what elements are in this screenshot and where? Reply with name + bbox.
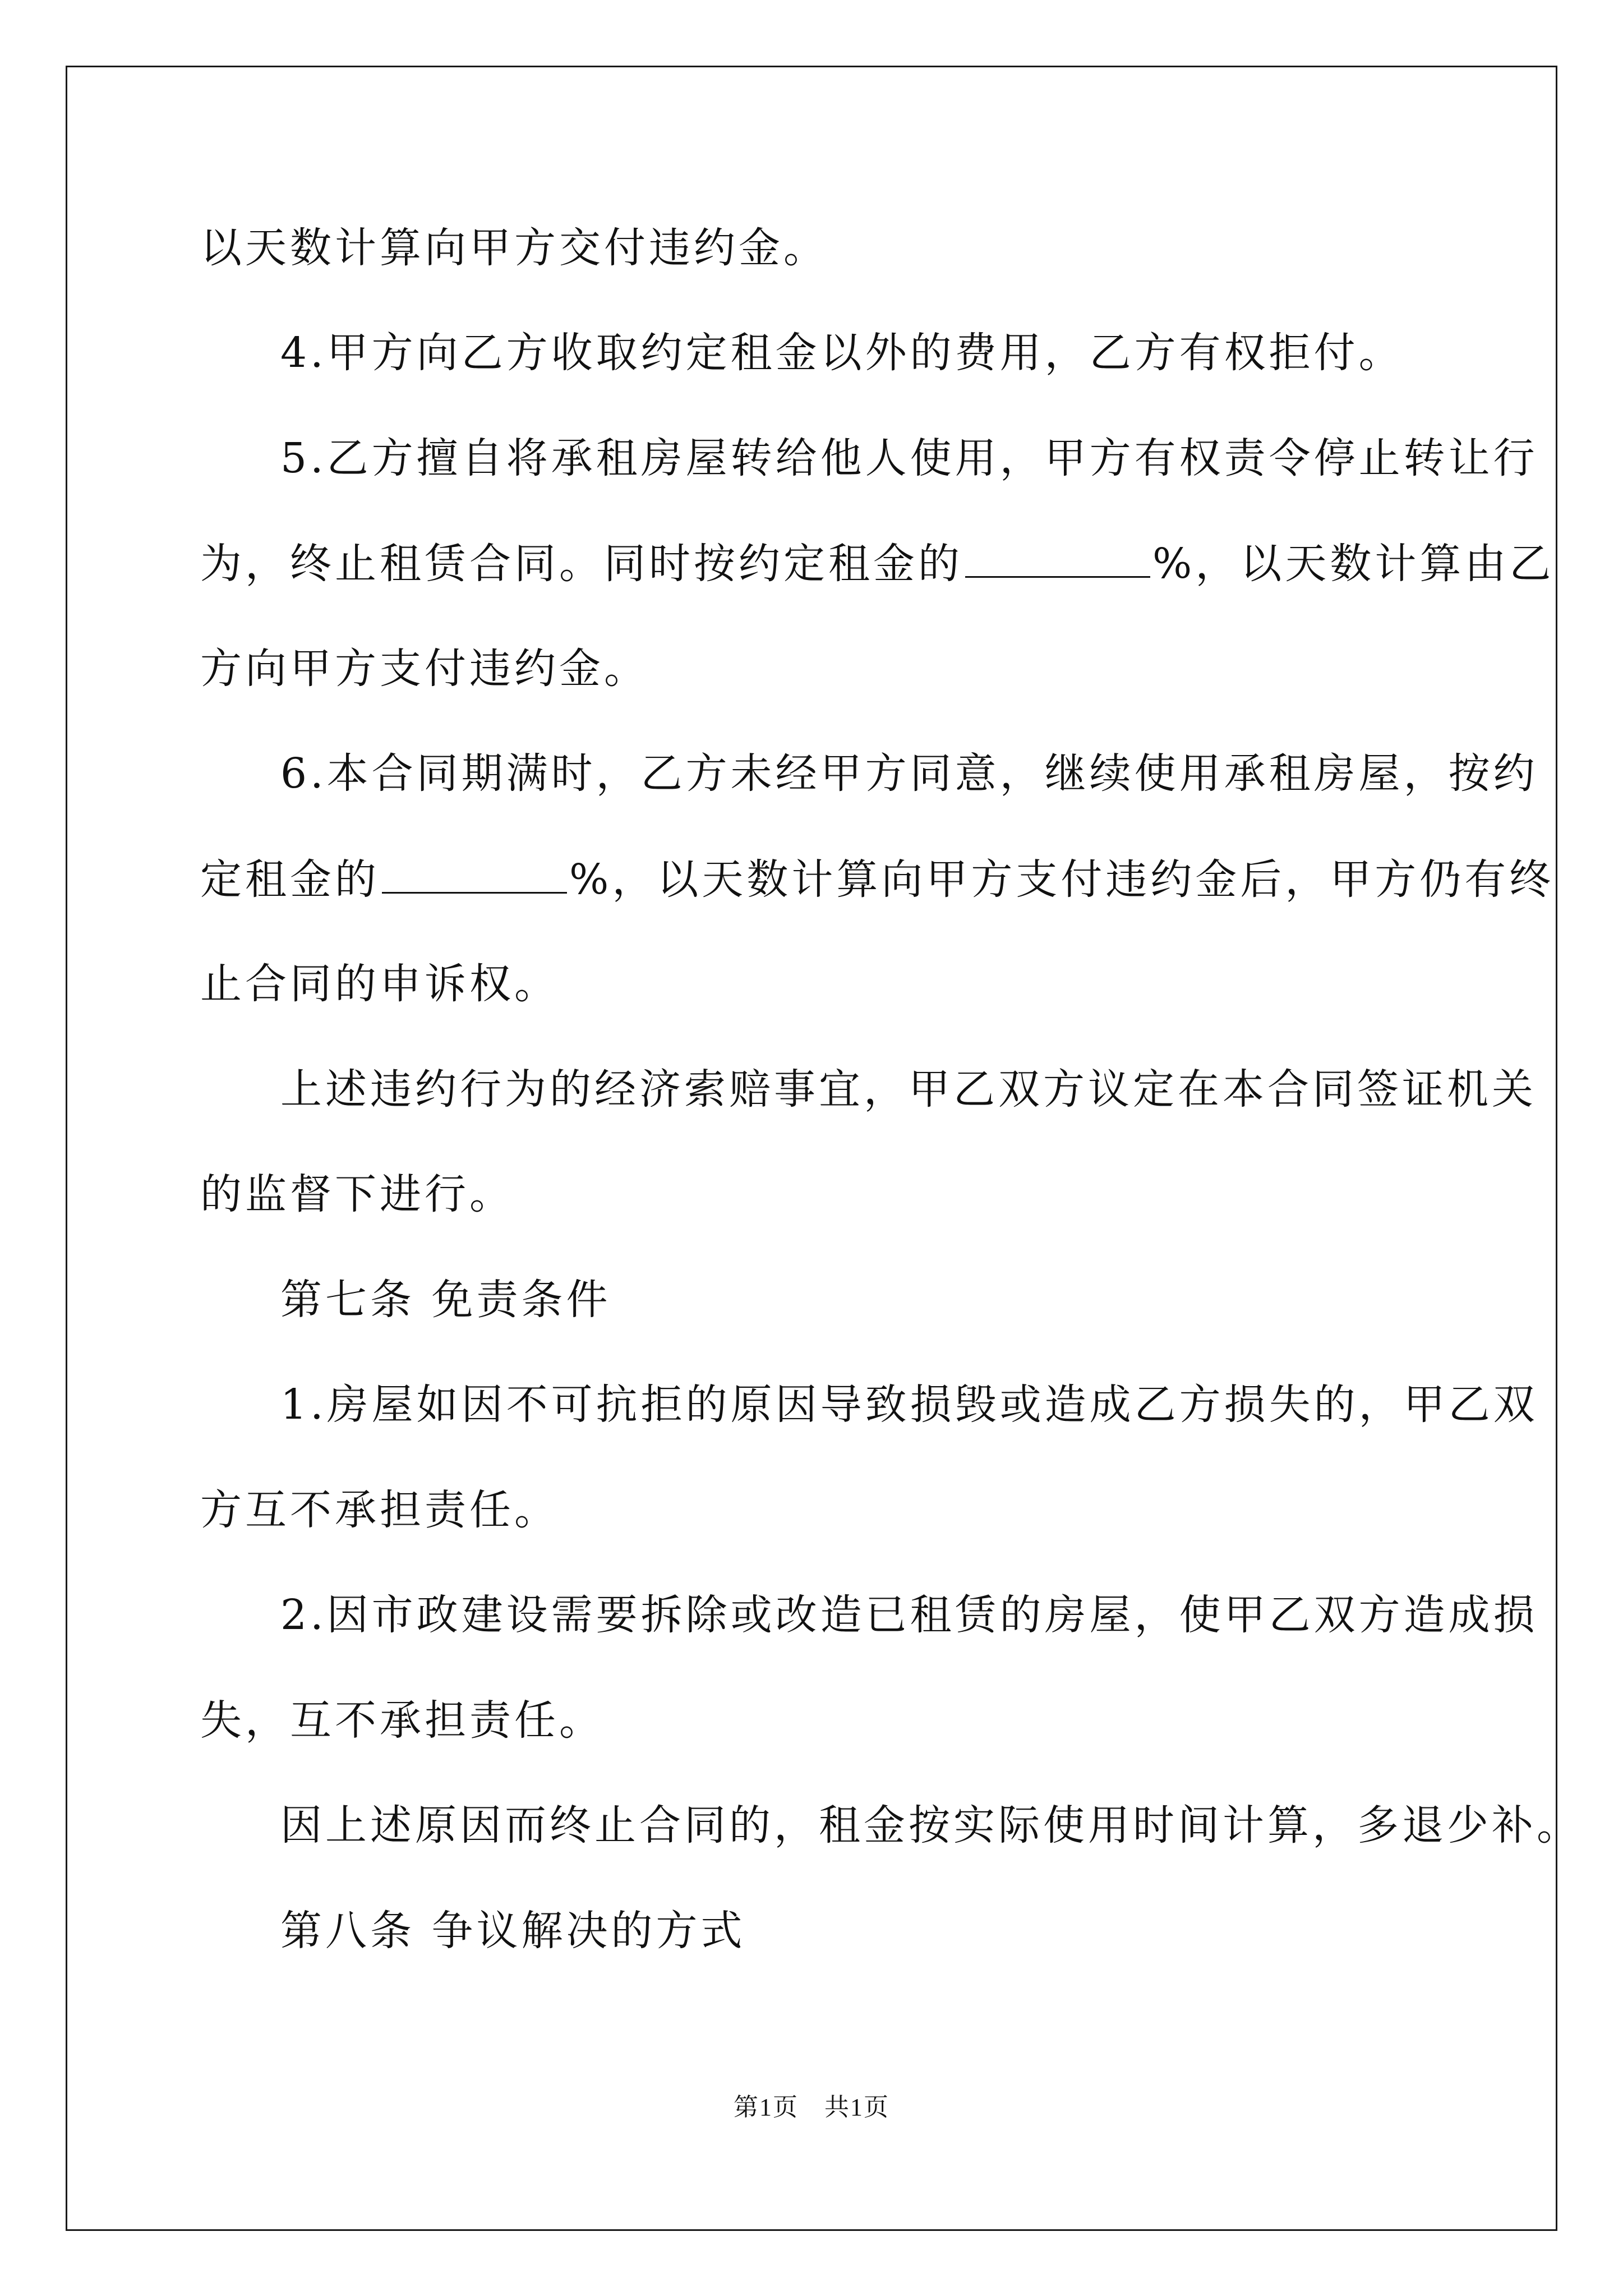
text-line — [200, 540, 1555, 588]
text-line: 以天数计算向甲方交付违约金。 — [200, 224, 828, 272]
text-segment: %，以天数计算向甲方支付违约金后，甲方仍有终 — [569, 855, 1555, 904]
text-segment: 为，终止租赁合同。同时按约定租金的 — [200, 540, 963, 588]
text-line: 因上述原因而终止合同的，租金按实际使用时间计算，多退少补。 — [280, 1801, 1581, 1849]
text-line: 止合同的申诉权。 — [200, 960, 559, 1008]
clause-item-5: 5.乙方擅自将承租房屋转给他人使用，甲方有权责令停止转让行 — [280, 434, 1538, 482]
text-line: 上述违约行为的经济索赔事宜，甲乙双方议定在本合同签证机关 — [280, 1065, 1537, 1114]
clause-item-6: 6.本合同期满时，乙方未经甲方同意，继续使用承租房屋，按约 — [280, 749, 1538, 798]
text-segment: %，以天数计算由乙 — [1152, 540, 1555, 588]
page-number-footer: 第1页 共1页 — [734, 2093, 889, 2121]
page-frame — [66, 66, 1557, 2231]
fill-in-blank[interactable] — [382, 858, 567, 894]
clause-item-2: 2.因市政建设需要拆除或改造已租赁的房屋，使甲乙双方造成损 — [280, 1591, 1538, 1639]
clause-item-4: 4.甲方向乙方收取约定租金以外的费用，乙方有权拒付。 — [280, 329, 1404, 377]
text-segment: 定租金的 — [200, 855, 380, 904]
fill-in-blank[interactable] — [965, 542, 1150, 578]
section-heading-article-7: 第七条 免责条件 — [280, 1276, 611, 1324]
text-line: 方向甲方支付违约金。 — [200, 645, 649, 693]
text-line: 的监督下进行。 — [200, 1170, 514, 1218]
section-heading-article-8: 第八条 争议解决的方式 — [280, 1907, 746, 1955]
text-line: 失，互不承担责任。 — [200, 1696, 604, 1745]
clause-item-1: 1.房屋如因不可抗拒的原因导致损毁或造成乙方损失的，甲乙双 — [280, 1381, 1538, 1429]
text-line: 方互不承担责任。 — [200, 1486, 559, 1534]
text-line — [200, 855, 1555, 904]
